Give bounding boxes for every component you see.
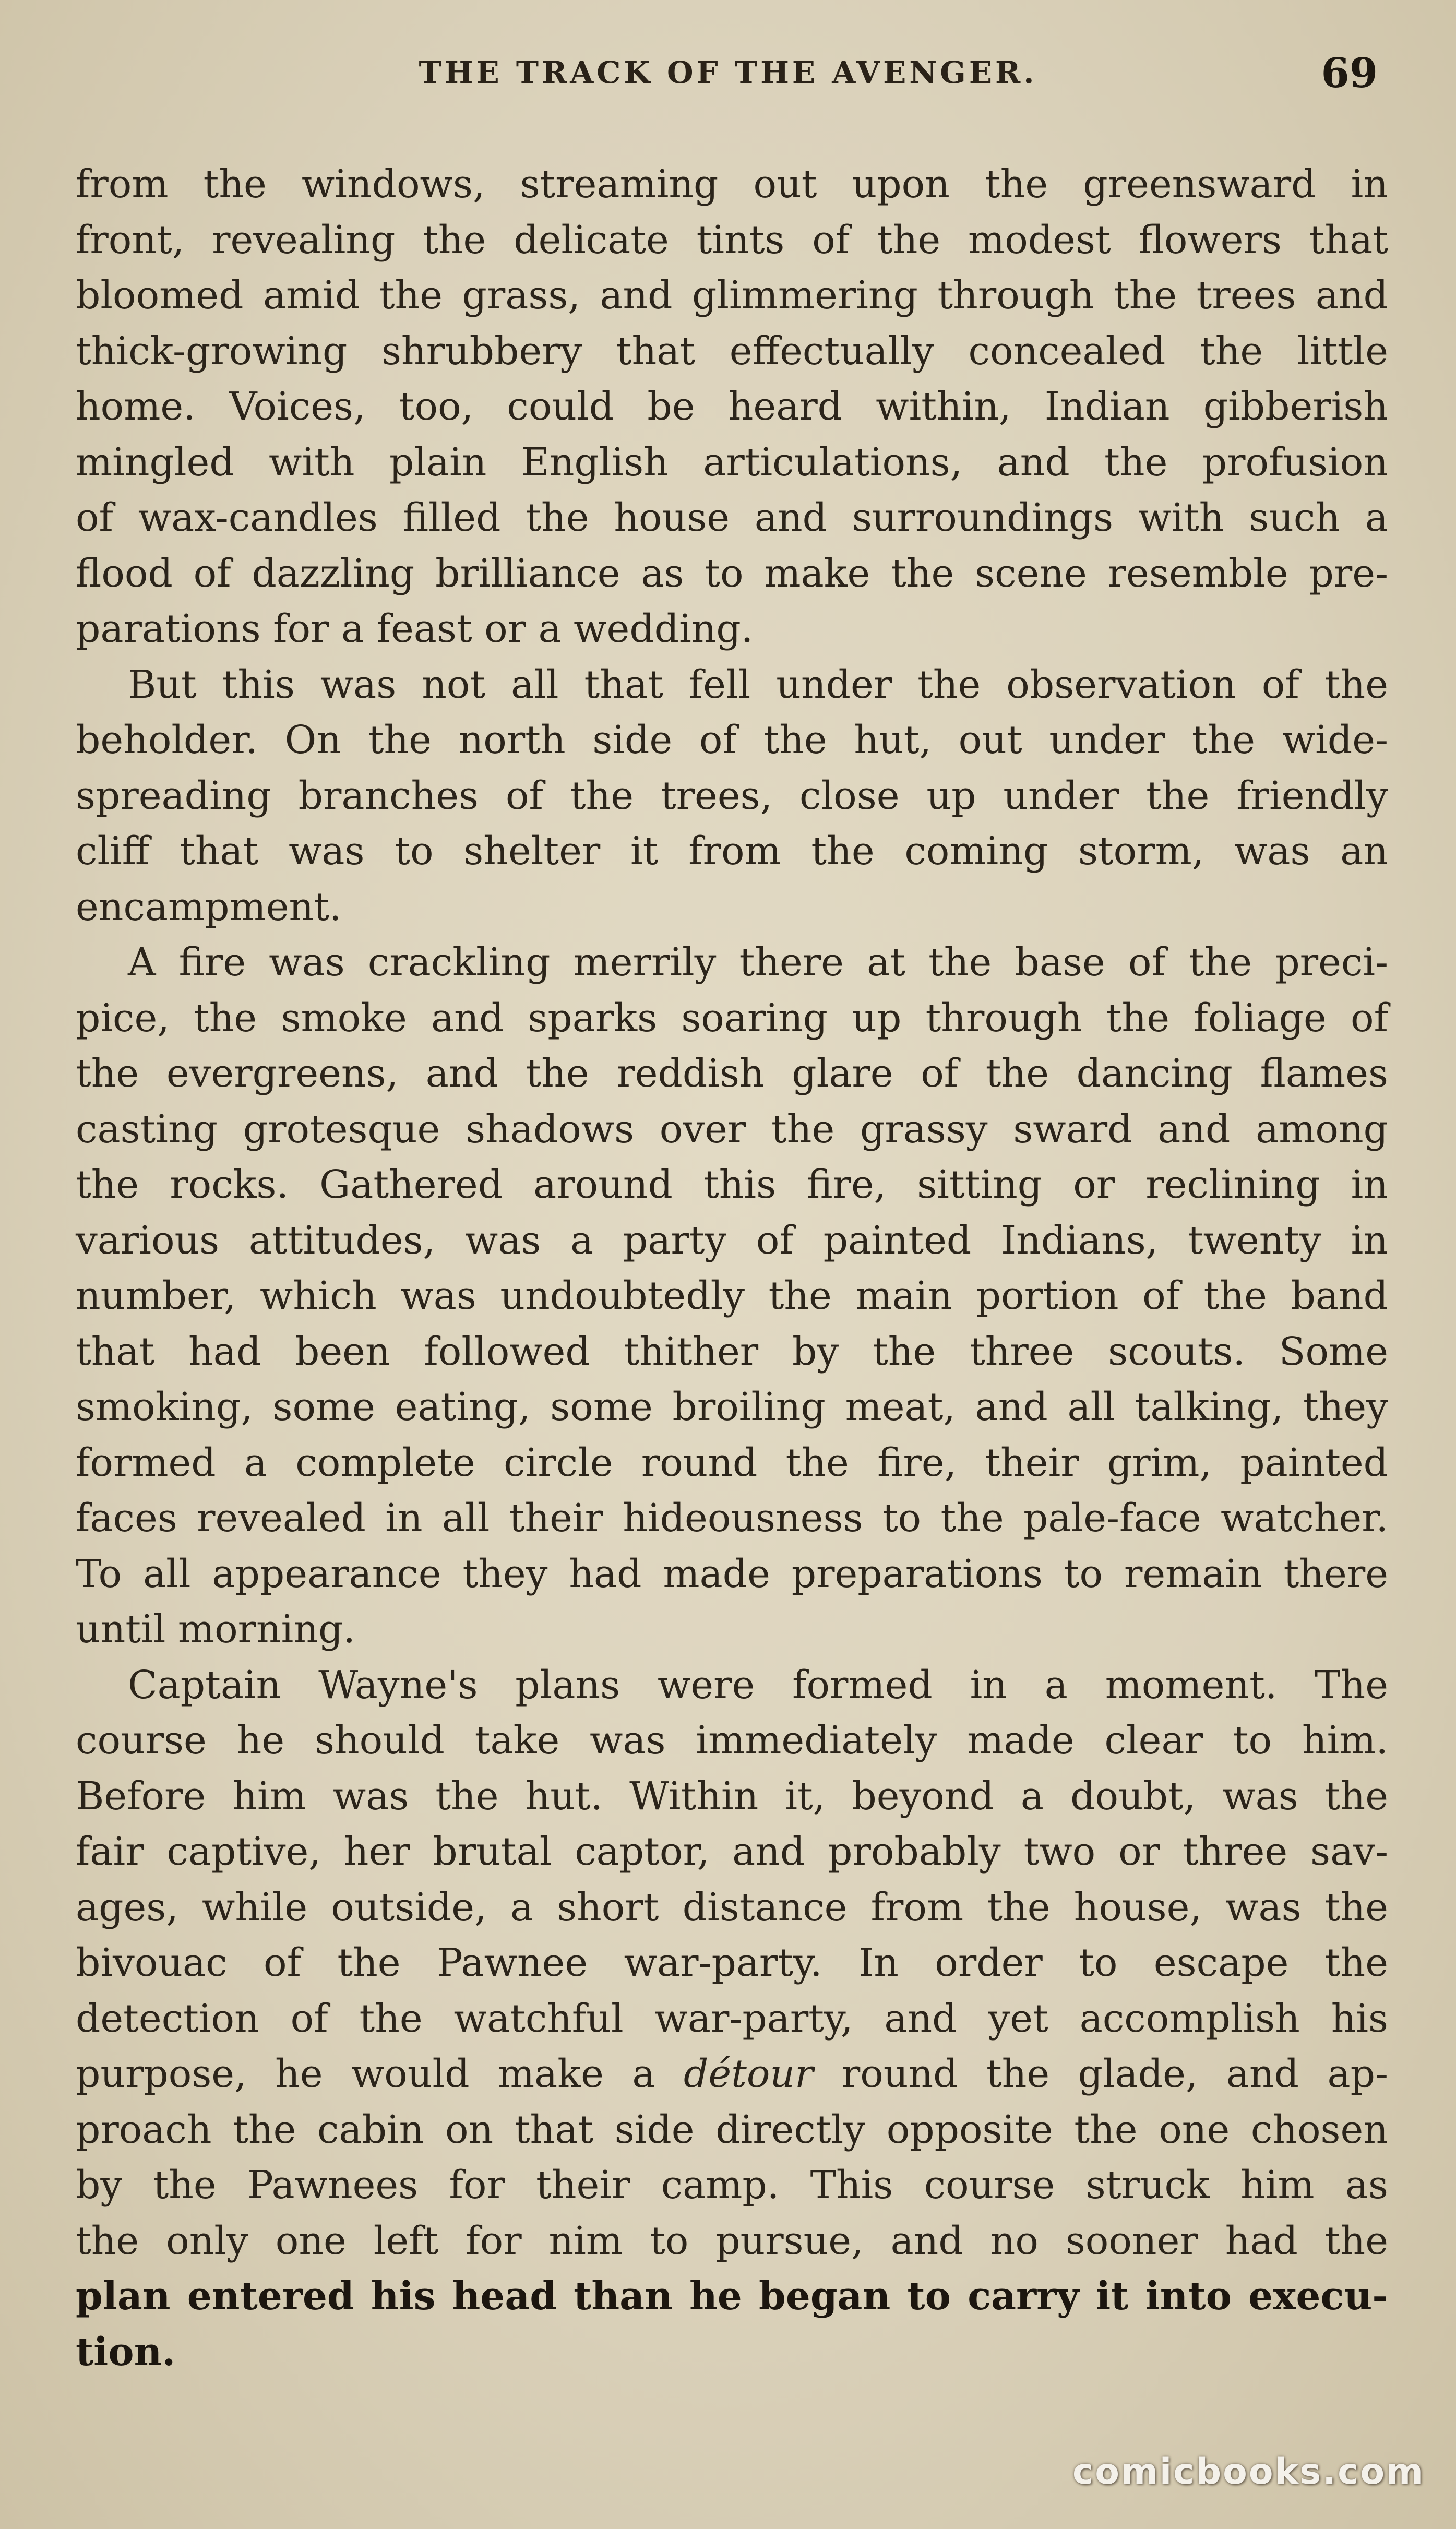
paragraph-1 bbox=[76, 157, 1388, 657]
text-line: fair captive, her brutal captor, and probably two or three sav- bbox=[76, 1829, 1388, 1874]
text-line: proach the cabin on that side directly opposite the one chosen bbox=[76, 2107, 1388, 2152]
text-line: formed a complete circle round the fire, their grim, painted bbox=[76, 1440, 1388, 1485]
text-line: But this was not all that fell under the observation of the bbox=[128, 662, 1388, 707]
text-line-with-italic: purpose, he would make a détour round the glade, and ap- bbox=[76, 2051, 1388, 2096]
text-line: the evergreens, and the reddish glare of the dancing flames bbox=[76, 1051, 1388, 1096]
text-line: ages, while outside, a short distance from the house, was the bbox=[76, 1884, 1388, 1930]
paragraph-3 bbox=[76, 935, 1388, 1657]
body-text bbox=[76, 157, 1388, 2380]
text-line: various attitudes, was a party of painted Indians, twenty in bbox=[76, 1218, 1388, 1263]
text-line: pice, the smoke and sparks soaring up through the foliage of bbox=[76, 995, 1388, 1041]
text-line: of wax-candles filled the house and surroundings with such a bbox=[76, 495, 1388, 540]
text-line: bivouac of the Pawnee war-party. In order to escape the bbox=[76, 1940, 1388, 1985]
text-line: the only one left for nim to pursue, and no sooner had the bbox=[76, 2218, 1388, 2263]
text-line: faces revealed in all their hideousness to the pale-face watcher. bbox=[76, 1496, 1388, 1541]
text-line: Captain Wayne's plans were formed in a moment. The bbox=[128, 1662, 1388, 1708]
paragraph-4 bbox=[76, 1657, 1388, 2380]
text-line: parations for a feast or a wedding. bbox=[76, 606, 754, 651]
site-watermark: comicbooks.com bbox=[1072, 2451, 1425, 2492]
text-line: detection of the watchful war-party, and yet accomplish his bbox=[76, 1996, 1388, 2041]
text-line: from the windows, streaming out upon the greensward in bbox=[76, 162, 1388, 207]
text-line: smoking, some eating, some broiling meat, and all talking, they bbox=[76, 1385, 1388, 1429]
text-line: bloomed amid the grass, and glimmering through the trees and bbox=[76, 273, 1388, 318]
text-line: front, revealing the delicate tints of the modest flowers that bbox=[76, 217, 1388, 263]
text-line: casting grotesque shadows over the grassy sward and among bbox=[76, 1106, 1388, 1152]
text-line: the rocks. Gathered around this fire, sitting or reclining in bbox=[76, 1162, 1388, 1207]
text-line: course he should take was immediately made clear to him. bbox=[76, 1718, 1388, 1763]
text-line: To all appearance they had made preparations to remain there bbox=[76, 1551, 1388, 1596]
text-line: that had been followed thither by the three scouts. Some bbox=[76, 1329, 1388, 1374]
text-line: spreading branches of the trees, close up under the friendly bbox=[76, 773, 1388, 818]
text-line: encampment. bbox=[76, 884, 342, 929]
text-line: flood of dazzling brilliance as to make the scene resemble pre- bbox=[76, 551, 1388, 596]
page-header bbox=[0, 50, 1456, 112]
text-line: until morning. bbox=[76, 1607, 355, 1652]
text-line: mingled with plain English articulations, and the profusion bbox=[76, 439, 1388, 485]
text-line: cliff that was to shelter it from the coming storm, was an bbox=[76, 829, 1388, 874]
text-line: thick-growing shrubbery that effectually concealed the little bbox=[76, 328, 1388, 374]
paragraph-2 bbox=[76, 657, 1388, 935]
text-line: tion. bbox=[76, 2329, 176, 2375]
text-line: plan entered his head than he began to carry it into execu- bbox=[76, 2274, 1388, 2319]
text-line: home. Voices, too, could be heard within, Indian gibberish bbox=[76, 384, 1388, 429]
running-title: THE TRACK OF THE AVENGER. bbox=[419, 55, 1037, 90]
italic-word: détour bbox=[683, 2051, 814, 2096]
text-line: beholder. On the north side of the hut, out under the wide- bbox=[76, 718, 1388, 762]
text-line: Before him was the hut. Within it, beyond a doubt, was the bbox=[76, 1773, 1388, 1819]
page-number: 69 bbox=[1321, 50, 1378, 97]
text-line: A fire was crackling merrily there at the base of the preci- bbox=[128, 940, 1388, 985]
text-line: by the Pawnees for their camp. This course struck him as bbox=[76, 2163, 1388, 2208]
text-line: number, which was undoubtedly the main portion of the band bbox=[76, 1273, 1388, 1318]
